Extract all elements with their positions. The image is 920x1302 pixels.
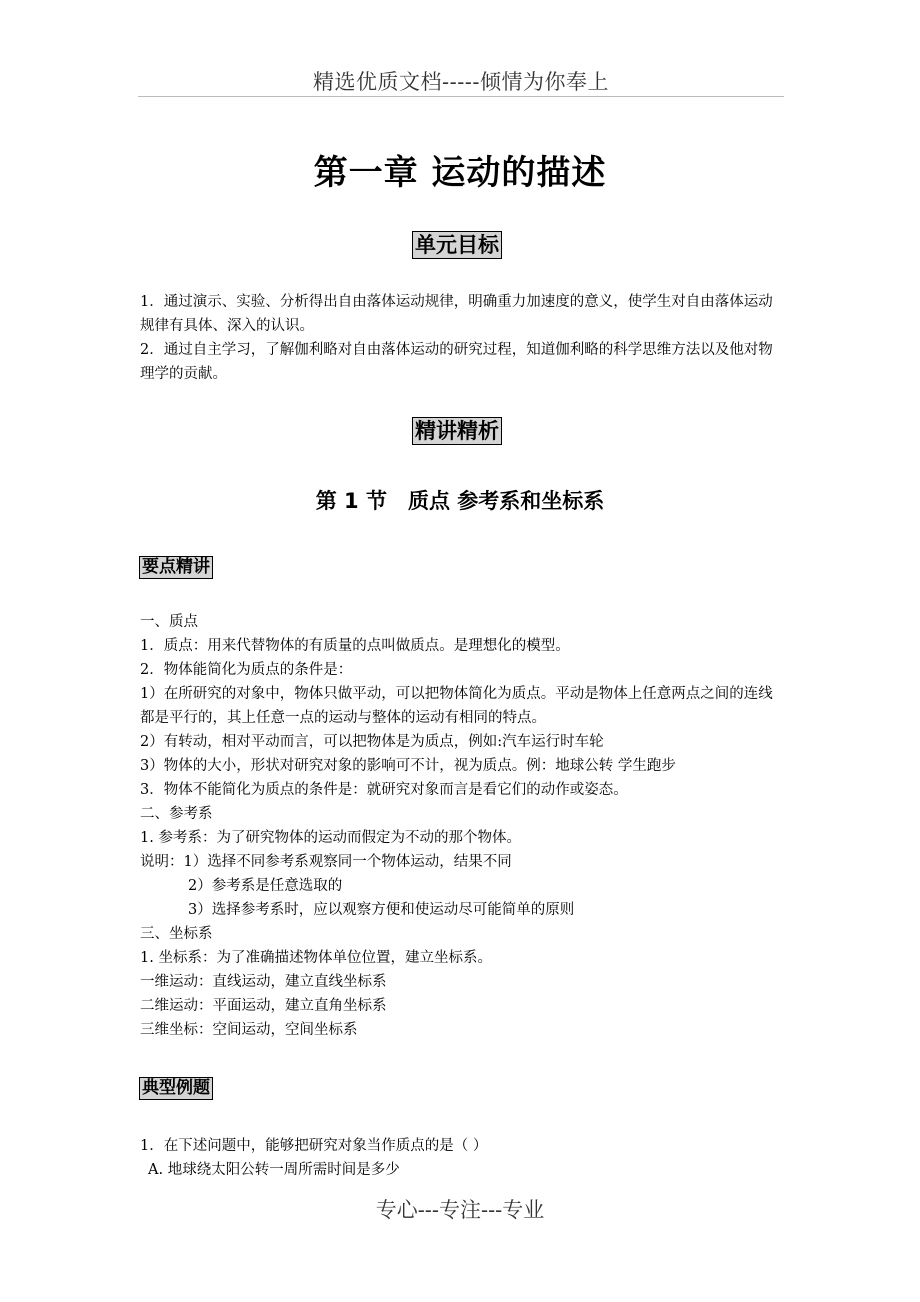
unit-goal-item: 2．通过自主学习，了解伽利略对自由落体运动的研究过程，知道伽利略的科学思维方法以及他对物理学的贡献。 [140,342,773,382]
page-header: 精选优质文档-----倾情为你奉上 [313,70,609,94]
text-line: 一、质点 [140,614,198,630]
chapter-title: 第一章 运动的描述 [313,153,607,193]
text-line: 三维坐标：空间运动，空间坐标系 [140,1022,358,1038]
text-line: 1. 参考系：为了研究物体的运动而假定为不动的那个物体。 [140,830,521,846]
text-line: 二、参考系 [140,806,213,822]
text-line: 3）选择参考系时，应以观察方便和使运动尽可能简单的原则 [188,902,575,918]
text-line: 二维运动：平面运动，建立直角坐标系 [140,998,387,1014]
page-footer: 专心---专注---专业 [375,1198,545,1222]
text-line: 1. 坐标系：为了准确描述物体单位位置，建立坐标系。 [140,950,492,966]
question-text: 1．在下述问题中，能够把研究对象当作质点的是（ ） [140,1138,488,1154]
unit-goals-heading: 单元目标 [412,231,502,259]
text-line: 3）物体的大小，形状对研究对象的影响可不计，视为质点。例：地球公转 学生跑步 [140,758,676,774]
text-line: 三、坐标系 [140,926,213,942]
key-points-body [140,610,785,1042]
examples-heading: 典型例题 [139,1077,213,1100]
text-line: 1）在所研究的对象中，物体只做平动，可以把物体简化为质点。平动是物体上任意两点之间的连线都是平行的，其上任意一点的运动与整体的运动有相同的特点。 [140,686,773,726]
examples-body [140,1134,785,1182]
text-line: 说明：1）选择不同参考系观察同一个物体运动，结果不同 [140,854,512,870]
section-title: 第 1 节 质点 参考系和坐标系 [315,489,605,513]
unit-goal-item: 1．通过演示、实验、分析得出自由落体运动规律，明确重力加速度的意义，使学生对自由落体运动规律有具体、深入的认识。 [140,294,773,334]
text-line: 一维运动：直线运动，建立直线坐标系 [140,974,387,990]
option-a: A. 地球绕太阳公转一周所需时间是多少 [148,1162,400,1178]
text-line: 3．物体不能简化为质点的条件是：就研究对象而言是看它们的动作或姿态。 [140,782,628,798]
header-divider [138,96,784,97]
text-line: 2．物体能简化为质点的条件是： [140,662,353,678]
text-line: 2）参考系是任意选取的 [188,878,343,894]
explain-heading: 精讲精析 [412,417,502,445]
unit-goals-list [140,290,785,386]
key-points-heading: 要点精讲 [139,556,213,579]
text-line: 2）有转动，相对平动而言，可以把物体是为质点，例如:汽车运行时车轮 [140,734,604,750]
text-line: 1．质点：用来代替物体的有质量的点叫做质点。是理想化的模型。 [140,638,570,654]
